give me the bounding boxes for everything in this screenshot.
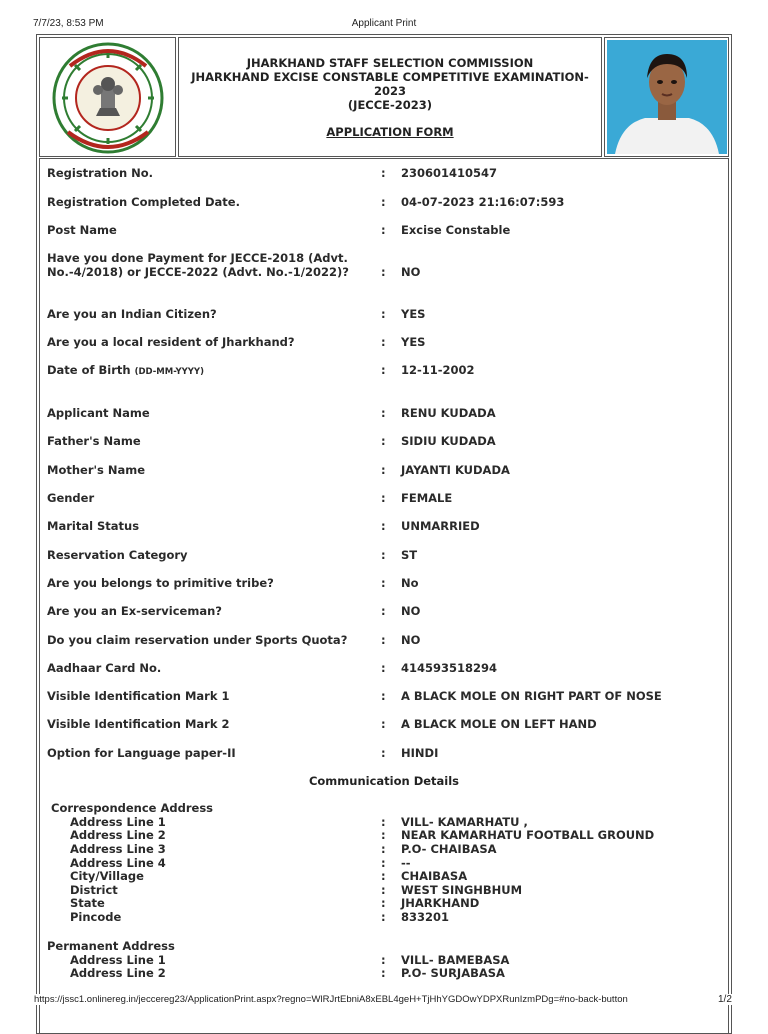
print-datetime: 7/7/23, 8:53 PM: [33, 18, 104, 29]
exam-name: JHARKHAND EXCISE CONSTABLE COMPETITIVE EXAMINATION-2023: [191, 70, 589, 98]
address-label: District: [70, 883, 118, 897]
address-value: --: [401, 856, 411, 870]
applicant-photo: [607, 40, 727, 154]
address-label: Address Line 1: [70, 815, 166, 829]
title-box: [178, 37, 602, 157]
address-value: JHARKHAND: [401, 896, 480, 910]
address-label: Address Line 1: [70, 953, 166, 967]
permanent-address-heading: Permanent Address: [47, 939, 175, 953]
correspondence-address-heading: Correspondence Address: [51, 801, 214, 815]
address-label: Pincode: [70, 910, 122, 924]
commission-name: JHARKHAND STAFF SELECTION COMMISSION: [246, 56, 534, 70]
page-number: 1/2: [718, 994, 732, 1005]
address-value: P.O- SURJABASA: [401, 966, 505, 980]
address-value: VILL- KAMARHATU ,: [401, 815, 528, 829]
address-value: CHAIBASA: [401, 869, 468, 883]
address-label: Address Line 2: [70, 966, 166, 980]
address-value: NEAR KAMARHATU FOOTBALL GROUND: [401, 828, 655, 842]
page-url[interactable]: https://jssc1.onlinereg.in/jeccereg23/ApplicationPrint.aspx?regno=WlRJrtEbniA8xEBL4geH+TjHhYGDOwYDPXRunIzmPDg=#no-back-button: [34, 994, 628, 1005]
address-value: VILL- BAMEBASA: [401, 953, 510, 967]
jharkhand-seal-logo: [40, 38, 175, 156]
form-title: APPLICATION FORM: [326, 125, 454, 139]
print-title: Applicant Print: [351, 18, 417, 29]
address-value: WEST SINGHBHUM: [401, 883, 523, 897]
address-value: P.O- CHAIBASA: [401, 842, 497, 856]
address-label: City/Village: [70, 869, 144, 883]
address-value: 833201: [401, 910, 450, 924]
communication-details-heading: Communication Details: [308, 774, 460, 788]
photo-box: [604, 37, 729, 157]
form-header: [39, 37, 729, 157]
address-label: Address Line 4: [70, 856, 166, 870]
address-label: State: [70, 896, 105, 910]
address-label: Address Line 2: [70, 828, 166, 842]
exam-code: (JECCE-2023): [347, 98, 433, 112]
seal-box: [39, 37, 176, 157]
address-label: Address Line 3: [70, 842, 166, 856]
